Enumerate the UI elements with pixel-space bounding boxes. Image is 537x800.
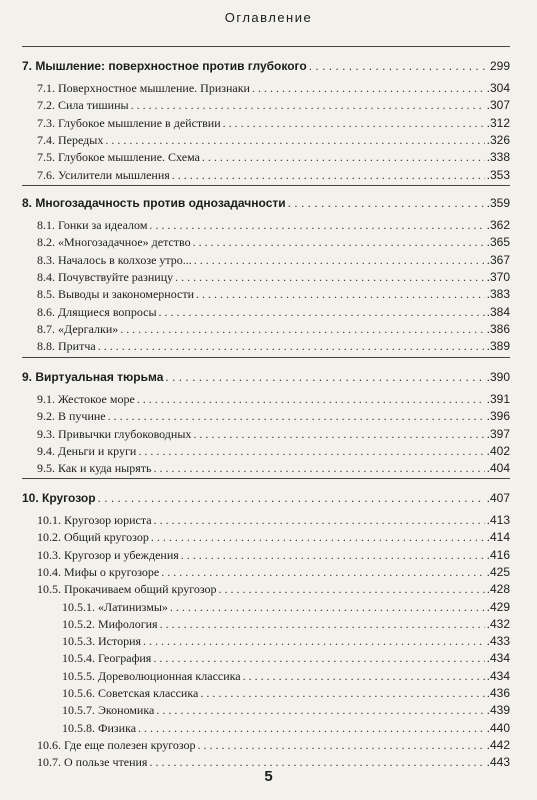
section-divider xyxy=(22,185,510,186)
toc-subsubsection-title: 10.5.1. «Латинизмы» xyxy=(62,599,168,614)
leader-dots xyxy=(223,115,485,131)
toc-subsection[interactable] xyxy=(0,132,537,148)
toc-subsection-title: 10.7. О пользе чтения xyxy=(37,755,148,770)
toc-subsection-page: .383 xyxy=(486,287,510,302)
toc-subsection-page: .365 xyxy=(486,235,510,250)
toc-subsection[interactable] xyxy=(0,321,537,337)
toc-subsection-title: 7.4. Передых xyxy=(37,132,104,147)
leader-dots xyxy=(200,685,484,701)
toc-subsection[interactable] xyxy=(0,512,537,528)
toc-subsubsection-page: .434 xyxy=(486,668,510,683)
toc-chapter-title: 7. Мышление: поверхностное против глубокого xyxy=(22,59,307,73)
toc-chapter[interactable] xyxy=(0,490,537,506)
section-divider xyxy=(22,46,510,47)
leader-dots xyxy=(170,599,485,615)
leader-dots xyxy=(175,269,485,285)
toc-subsection[interactable] xyxy=(0,115,537,131)
toc-chapter-page: 299 xyxy=(489,59,510,73)
leader-dots xyxy=(98,338,485,354)
toc-subsection-title: 8.2. «Многозадачное» детство xyxy=(37,235,191,250)
toc-subsection[interactable] xyxy=(0,426,537,442)
toc-subsection-title: 8.3. Началось в колхозе утро... xyxy=(37,252,192,267)
toc-subsection-page: .402 xyxy=(486,443,510,458)
toc-subsection[interactable] xyxy=(0,252,537,268)
toc-subsection-title: 9.5. Как и куда нырять xyxy=(37,461,152,476)
toc-subsection-title: 10.6. Где еще полезен кругозор xyxy=(37,737,196,752)
leader-dots xyxy=(149,217,484,233)
leader-dots xyxy=(193,426,484,442)
leader-dots xyxy=(165,369,484,385)
toc-subsection-title: 10.3. Кругозор и убеждения xyxy=(37,547,179,562)
toc-subsubsection[interactable] xyxy=(0,599,537,615)
toc-subsection-title: 9.4. Деньги и круги xyxy=(37,443,137,458)
toc-subsubsection-title: 10.5.3. История xyxy=(62,634,142,649)
leader-dots xyxy=(181,547,485,563)
toc-chapter-title: 9. Виртуальная тюрьма xyxy=(22,370,164,384)
toc-subsection-page: .425 xyxy=(486,564,510,579)
toc-subsubsection[interactable] xyxy=(0,685,537,701)
toc-subsection-page: .414 xyxy=(486,530,510,545)
toc-subsection-page: .386 xyxy=(486,321,510,336)
toc-subsection-title: 7.2. Сила тишины xyxy=(37,98,129,113)
toc-subsection-title: 7.6. Усилители мышления xyxy=(37,167,170,182)
toc-chapter-page: .390 xyxy=(486,370,510,384)
toc-chapter[interactable] xyxy=(0,58,537,74)
leader-dots xyxy=(202,149,485,165)
toc-subsection-page: .370 xyxy=(486,269,510,284)
toc-subsection-page: .397 xyxy=(486,426,510,441)
toc-subsubsection-title: 10.5.8. Физика xyxy=(62,720,137,735)
toc-subsection-title: 8.8. Притча xyxy=(37,339,96,354)
toc-subsection[interactable] xyxy=(0,443,537,459)
leader-dots xyxy=(137,391,485,407)
toc-subsection-page: .404 xyxy=(486,461,510,476)
leader-dots xyxy=(131,97,485,113)
toc-subsection-title: 9.1. Жестокое море xyxy=(37,392,135,406)
toc-subsection-title: 7.1. Поверхностное мышление. Признаки xyxy=(37,81,250,95)
leader-dots xyxy=(154,512,485,528)
toc-subsection-page: .338 xyxy=(486,150,510,165)
toc-subsubsection-title: 10.5.6. Советская классика xyxy=(62,686,199,700)
toc-subsubsection-page: .432 xyxy=(486,616,510,631)
section-divider xyxy=(22,478,510,479)
toc-subsection-page: .362 xyxy=(486,218,510,232)
toc-subsubsection-title: 10.5.4. География xyxy=(62,651,152,666)
toc-subsection[interactable] xyxy=(0,80,537,96)
toc-subsubsection[interactable] xyxy=(0,702,537,718)
toc-subsection[interactable] xyxy=(0,391,537,407)
toc-subsection-title: 8.5. Выводы и закономерности xyxy=(37,287,195,302)
leader-dots xyxy=(108,408,485,424)
toc-subsubsection-title: 10.5.5. Дореволюционная классика xyxy=(62,668,241,683)
page-number: 5 xyxy=(264,768,273,785)
toc-subsection-title: 8.6. Длящиеся вопросы xyxy=(37,304,157,319)
leader-dots xyxy=(309,58,488,74)
toc-chapter[interactable] xyxy=(0,369,537,385)
leader-dots xyxy=(252,80,485,96)
toc-chapter-title: 10. Кругозор xyxy=(22,491,96,505)
toc-subsection-page: .307 xyxy=(486,98,510,113)
toc-subsection[interactable] xyxy=(0,581,537,597)
toc-subsection-page: .443 xyxy=(486,755,510,770)
toc-subsection-title: 9.3. Привычки глубоководных xyxy=(37,426,192,441)
toc-subsubsection-page: .436 xyxy=(486,686,510,700)
leader-dots xyxy=(138,720,485,736)
toc-subsubsection[interactable] xyxy=(0,616,537,632)
toc-subsection[interactable] xyxy=(0,217,537,233)
leader-dots xyxy=(138,443,484,459)
leader-dots xyxy=(288,195,485,211)
toc-subsection-page: .396 xyxy=(486,409,510,424)
leader-dots xyxy=(219,581,485,597)
toc-subsection-page: .384 xyxy=(486,304,510,319)
toc-subsection[interactable] xyxy=(0,408,537,424)
toc-subsection[interactable] xyxy=(0,529,537,545)
toc-subsection-title: 10.4. Мифы о кругозоре xyxy=(37,564,160,579)
toc-subsubsection[interactable] xyxy=(0,720,537,736)
leader-dots xyxy=(156,702,484,718)
toc-subsection-title: 10.5. Прокачиваем общий кругозор xyxy=(37,582,217,597)
leader-dots xyxy=(193,234,485,250)
toc-subsection-title: 8.1. Гонки за идеалом xyxy=(37,218,148,232)
toc-subsection-title: 10.1. Кругозор юриста xyxy=(37,513,152,527)
toc-subsection[interactable] xyxy=(0,269,537,285)
leader-dots xyxy=(161,564,484,580)
toc-subsection-page: .442 xyxy=(486,737,510,752)
toc-subsection-page: .312 xyxy=(486,115,510,130)
toc-subsection-page: .416 xyxy=(486,547,510,562)
toc-subsection-page: .391 xyxy=(486,392,510,406)
leader-dots xyxy=(172,167,485,183)
toc-subsection-title: 9.2. В пучине xyxy=(37,409,106,424)
toc-subsubsection[interactable] xyxy=(0,650,537,666)
toc-subsection-title: 8.7. «Дергалки» xyxy=(37,321,119,336)
toc-subsection-page: .389 xyxy=(486,339,510,354)
leader-dots xyxy=(105,132,484,148)
leader-dots xyxy=(153,650,484,666)
toc-subsection[interactable] xyxy=(0,234,537,250)
toc-subsection-page: .326 xyxy=(486,132,510,147)
toc-subsection-page: .367 xyxy=(486,252,510,267)
toc-subsection[interactable] xyxy=(0,460,537,476)
toc-subsection-page: .353 xyxy=(486,167,510,182)
toc-subsubsection[interactable] xyxy=(0,633,537,649)
toc-subsection[interactable] xyxy=(0,304,537,320)
toc-subsubsection-page: .440 xyxy=(486,720,510,735)
leader-dots xyxy=(120,321,484,337)
toc-subsection-title: 10.2. Общий кругозор xyxy=(37,530,149,545)
toc-subsection-title: 7.3. Глубокое мышление в действии xyxy=(37,115,221,130)
leader-dots xyxy=(159,304,485,320)
toc-subsubsection[interactable] xyxy=(0,668,537,684)
leader-dots xyxy=(153,460,484,476)
leader-dots xyxy=(151,529,485,545)
toc-subsection-title: 7.5. Глубокое мышление. Схема xyxy=(37,150,200,165)
toc-subsubsection-title: 10.5.2. Мифология xyxy=(62,616,158,631)
toc-subsubsection-page: .439 xyxy=(486,703,510,718)
toc-subsection[interactable] xyxy=(0,149,537,165)
leader-dots xyxy=(243,668,485,684)
leader-dots xyxy=(196,286,485,302)
toc-subsection-title: 8.4. Почувствуйте разницу xyxy=(37,269,174,284)
toc-subsubsection-page: .429 xyxy=(486,599,510,614)
toc-subsubsection-page: .434 xyxy=(486,651,510,666)
toc-subsection-page: .304 xyxy=(486,81,510,95)
leader-dots xyxy=(160,616,485,632)
toc-chapter-page: .407 xyxy=(486,491,510,505)
leader-dots xyxy=(198,737,485,753)
toc-subsection[interactable] xyxy=(0,547,537,563)
leader-dots xyxy=(143,633,485,649)
toc-subsection[interactable] xyxy=(0,737,537,753)
page-title: Оглавление xyxy=(224,10,313,25)
toc-chapter-title: 8. Многозадачность против однозадачности xyxy=(22,196,286,210)
toc-chapter-page: .359 xyxy=(486,196,510,210)
toc-subsection[interactable] xyxy=(0,97,537,113)
toc-subsection[interactable] xyxy=(0,286,537,302)
section-divider xyxy=(22,357,510,358)
toc-subsection-page: .428 xyxy=(486,582,510,597)
toc-chapter[interactable] xyxy=(0,195,537,211)
leader-dots xyxy=(194,252,485,268)
toc-subsubsection-page: .433 xyxy=(486,634,510,649)
toc-subsection[interactable] xyxy=(0,338,537,354)
toc-subsubsection-title: 10.5.7. Экономика xyxy=(62,703,155,718)
toc-subsection[interactable] xyxy=(0,564,537,580)
leader-dots xyxy=(98,490,485,506)
toc-subsection-page: .413 xyxy=(486,513,510,527)
toc-subsection[interactable] xyxy=(0,167,537,183)
